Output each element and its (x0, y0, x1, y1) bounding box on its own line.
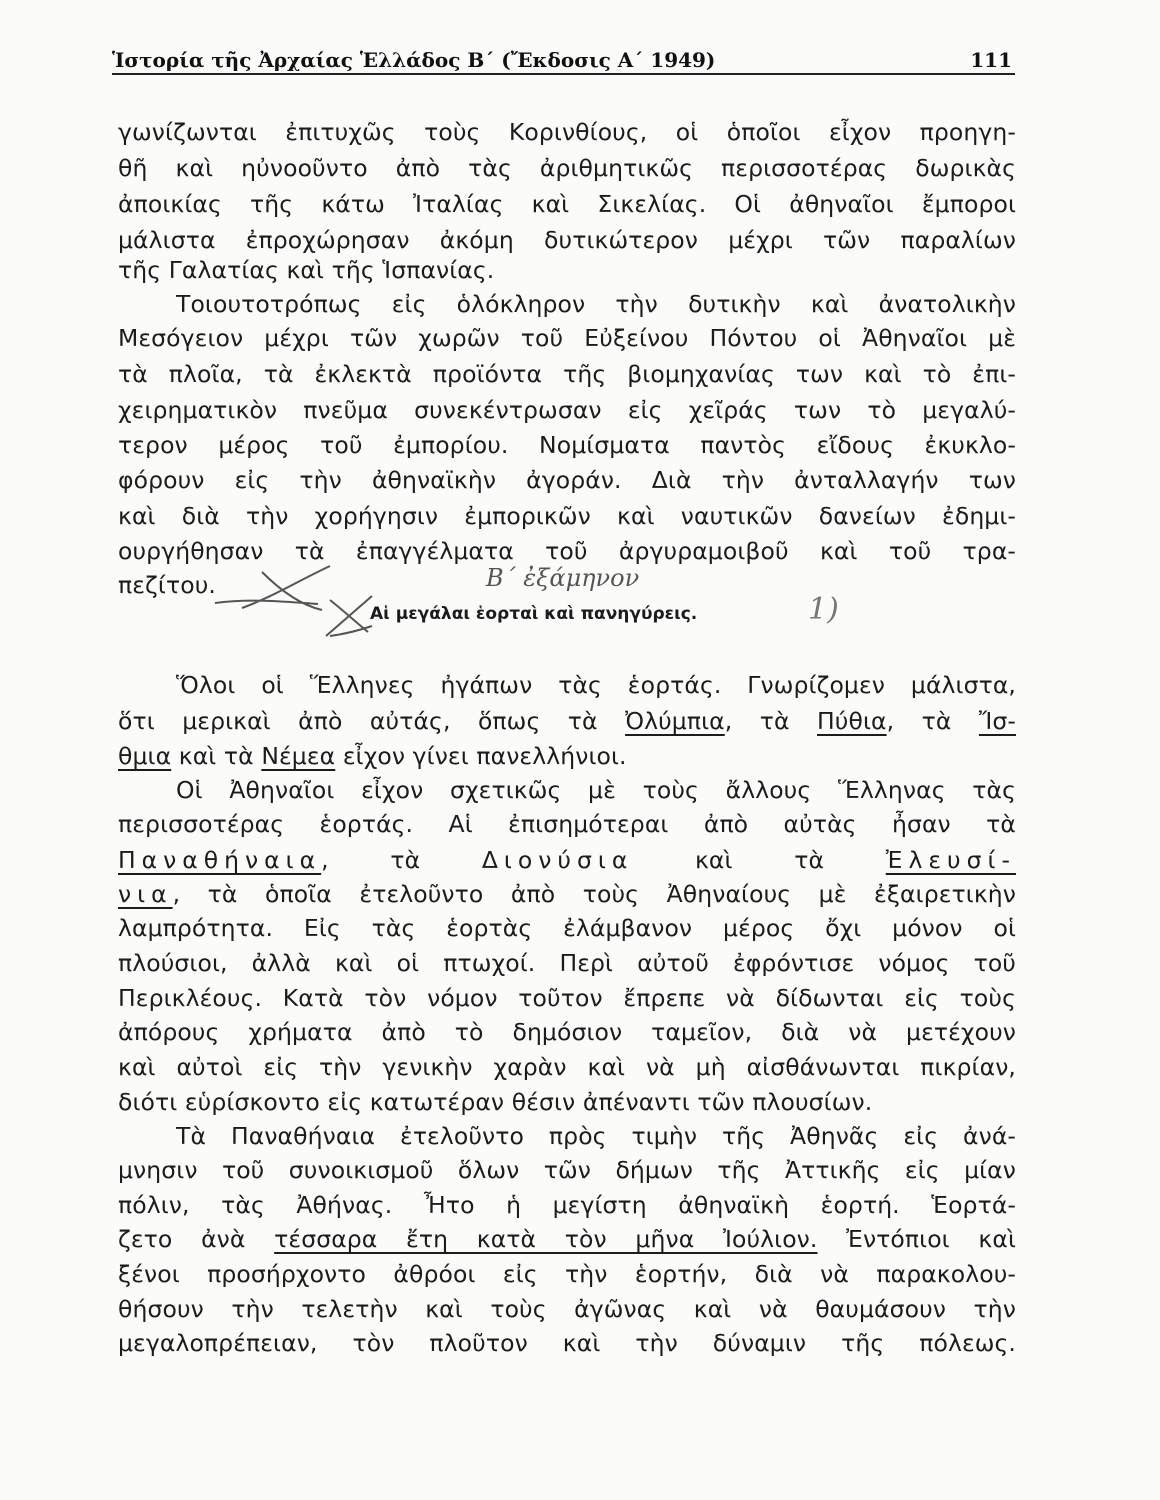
underlined-term: θμια (118, 742, 172, 770)
text-line: πλούσιοι, ἀλλὰ καὶ οἱ πτωχοί. Περὶ αὐτοῦ ἐφρόντισε νόμος τοῦ (118, 949, 1016, 977)
text-line: χειρηματικὸν πνεῦμα συνεκέντρωσαν εἰς χεῖράς των τὸ μεγαλύ- (118, 396, 1016, 424)
text-line: Περικλέους. Κατὰ τὸν νόμον τοῦτον ἔπρεπε νὰ δίδωνται εἰς τοὺς (118, 984, 1016, 1012)
text-line: ὅτι μερικαὶ ἀπὸ αὐτάς, ὅπως τὰ Ὀλύμπια, τὰ Πύθια, τὰ Ἴσ- (118, 707, 1016, 735)
text-line: Τὰ Παναθήναια ἐτελοῦντο πρὸς τιμὴν τῆς Ἀθηνᾶς εἰς ἀνά- (176, 1122, 1016, 1150)
text-line: καὶ αὐτοὶ εἰς τὴν γενικὴν χαρὰν καὶ νὰ μὴ αἰσθάνωνται πικρίαν, (118, 1053, 1016, 1081)
text-line: πεζίτου. (118, 571, 216, 599)
text-line: Μεσόγειον μέχρι τῶν χωρῶν τοῦ Εὐξείνου Πόντου οἱ Ἀθηναῖοι μὲ (118, 324, 1016, 352)
text-line: τῆς Γαλατίας καὶ τῆς Ἱσπανίας. (118, 256, 495, 284)
text-line: ἀποικίας τῆς κάτω Ἰταλίας καὶ Σικελίας. Οἱ ἀθηναῖοι ἔμποροι (118, 190, 1016, 218)
book-title: Ἱστορία τῆς Ἀρχαίας Ἑλλάδος Β΄ (Ἔκδοσις Α΄ 1949) (112, 48, 716, 72)
handwritten-note: Β΄ ἐξάμηνον (486, 564, 640, 592)
pencil-cross-icon (215, 566, 330, 610)
text-line: Παναθήναια, τὰ Διονύσια καὶ τὰ Ἐλευσί- (118, 846, 1016, 874)
underlined-term: Παναθήναια (118, 846, 322, 874)
text-line: ζετο ἀνὰ τέσσαρα ἔτη κατὰ τὸν μῆνα Ἰούλιον. Ἐντόπιοι καὶ (118, 1225, 1016, 1253)
text-line: Ὅλοι οἱ Ἕλληνες ἠγάπων τὰς ἑορτάς. Γνωρίζομεν μάλιστα, (176, 671, 1016, 699)
text-line: θμια καὶ τὰ Νέμεα εἶχον γίνει πανελλήνιοι. (118, 742, 627, 770)
text-line: διότι εὑρίσκοντο εἰς κατωτέραν θέσιν ἀπέναντι τῶν πλουσίων. (118, 1088, 873, 1116)
section-heading: Αἱ μεγάλαι ἑορταὶ καὶ πανηγύρεις. (370, 604, 698, 624)
pencil-cross-icon (326, 596, 372, 636)
text-line: Οἱ Ἀθηναῖοι εἶχον σχετικῶς μὲ τοὺς ἄλλους Ἕλληνας τὰς (176, 776, 1016, 804)
text-line: Τοιουτοτρόπως εἰς ὁλόκληρον τὴν δυτικὴν καὶ ἀνατολικὴν (176, 290, 1016, 318)
text-line: τὰ πλοῖα, τὰ ἐκλεκτὰ προϊόντα τῆς βιομηχανίας των καὶ τὸ ἐπι- (118, 360, 1016, 388)
text-line: θήσουν τὴν τελετὴν καὶ τοὺς ἀγῶνας καὶ νὰ θαυμάσουν τὴν (118, 1295, 1016, 1323)
text-line: μνησιν τοῦ συνοικισμοῦ ὅλων τῶν δήμων τῆς Ἀττικῆς εἰς μίαν (118, 1156, 1016, 1184)
underlined-term: Ὀλύμπια (625, 707, 725, 735)
underlined-term: τέσσαρα ἔτη κατὰ τὸν μῆνα Ἰούλιον. (274, 1225, 818, 1253)
text-line: φόρουν εἰς τὴν ἀθηναϊκὴν ἀγοράν. Διὰ τὴν ἀνταλλαγήν των (118, 466, 1016, 494)
underlined-term: Ἴσ- (978, 707, 1016, 735)
underlined-term: Ἐλευσί- (885, 846, 1016, 874)
text-line: νια, τὰ ὁποῖα ἐτελοῦντο ἀπὸ τοὺς Ἀθηναίους μὲ ἐξαιρετικὴν (118, 880, 1016, 908)
text-line: ἀπόρους χρήματα ἀπὸ τὸ δημόσιον ταμεῖον, διὰ νὰ μετέχουν (118, 1018, 1016, 1046)
underlined-term: νια (118, 880, 173, 908)
text-line: μεγαλοπρέπειαν, τὸν πλοῦτον καὶ τὴν δύναμιν τῆς πόλεως. (118, 1329, 1016, 1357)
page-number: 111 (970, 48, 1012, 72)
text-line: μάλιστα ἐπροχώρησαν ἀκόμη δυτικώτερον μέχρι τῶν παραλίων (118, 226, 1016, 254)
text-line: ουργήθησαν τὰ ἐπαγγέλματα τοῦ ἀργυραμοιβοῦ καὶ τοῦ τρα- (118, 537, 1016, 565)
handwritten-mark: 1) (808, 592, 839, 627)
text-line: θῆ καὶ ηὐνοοῦντο ἀπὸ τὰς ἀριθμητικῶς περισσοτέρας δωρικὰς (118, 154, 1016, 182)
underlined-term: Πύθια (817, 707, 887, 735)
text-line: περισσοτέρας ἑορτάς. Αἱ ἐπισημότεραι ἀπὸ αὐτὰς ἦσαν τὰ (118, 810, 1016, 838)
text-line: ξένοι προσήρχοντο ἀθρόοι εἰς τὴν ἑορτήν, διὰ νὰ παρακολου- (118, 1260, 1016, 1288)
text-line: γωνίζωνται ἐπιτυχῶς τοὺς Κορινθίους, οἱ ὁποῖοι εἶχον προηγη- (118, 118, 1016, 146)
text-line: καὶ διὰ τὴν χορήγησιν ἐμπορικῶν καὶ ναυτικῶν δανείων ἐδημι- (118, 502, 1016, 530)
text-line: τερον μέρος τοῦ ἐμπορίου. Νομίσματα παντὸς εἴδους ἐκυκλο- (118, 431, 1016, 459)
underlined-term: Νέμεα (261, 742, 336, 770)
text-line: λαμπρότητα. Εἰς τὰς ἑορτὰς ἐλάμβανον μέρος ὄχι μόνον οἱ (118, 914, 1016, 942)
text-line: πόλιν, τὰς Ἀθήνας. Ἦτο ἡ μεγίστη ἀθηναϊκὴ ἑορτή. Ἑορτά- (118, 1191, 1016, 1219)
